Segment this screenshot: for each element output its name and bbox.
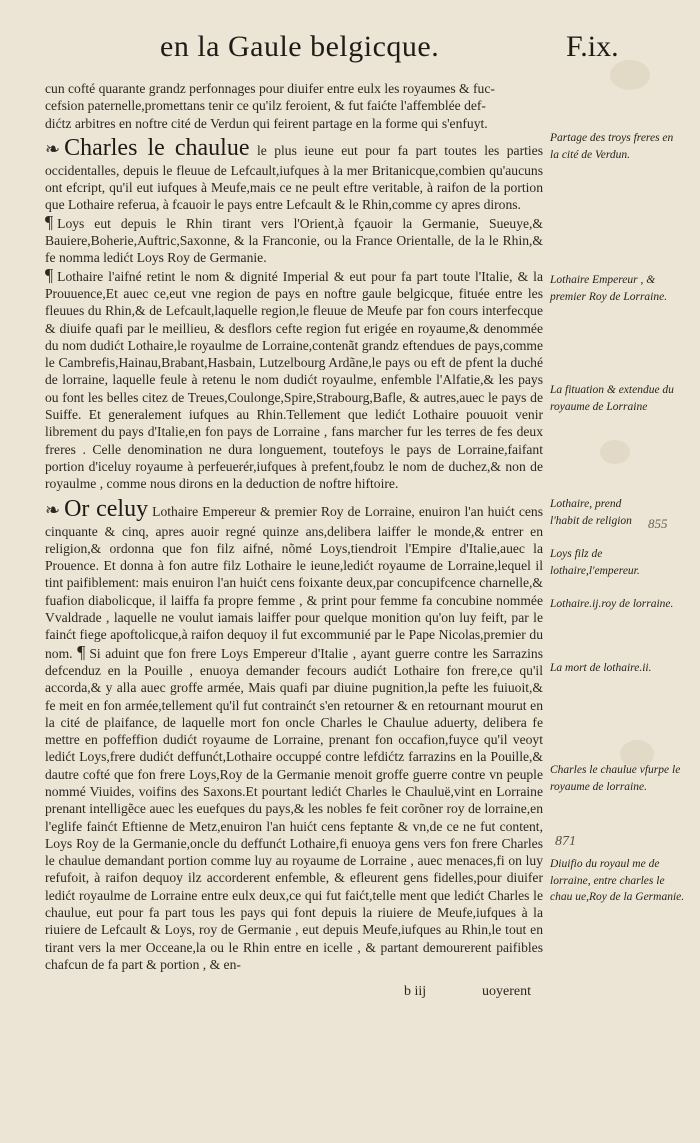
manuscript-note: 871 [555,834,576,849]
margin-note: La fituation & extendue du royaume de Lorraine [550,384,674,413]
margin-note: Charles le chaulue vfurpe le royaume de lorraine. [550,764,681,793]
stain [600,440,630,464]
lead-words: Charles le chaulue [64,134,250,161]
paragraph-text: le plus ieune eut pour fa part toutes les parties occidentalles, depuis le fleuue de Lefcault,iufques à la mer Britanicque,combien qu'aucuns ont efcript, qu'il eut iufques à Meufe,mais ce ne peult eftre veritable, à raifon de la portion que Lothaire referua, à fcauoir le pays entre Lefcault & le Rhin,comme cy apres dirons. [45,142,543,213]
text-line: cefsion paternelle,promettans tenir ce qu'ilz feroient, & fut faićte l'affemblée def- [45,98,486,114]
pilcrow-icon: ¶ [45,211,54,232]
margin-note: Partage des troys freres en la cité de Verdun. [550,132,674,161]
lead-words: Or celuy [64,495,149,522]
paragraph-lothaire [45,264,543,493]
margin-note: Lothaire Empereur , & premier Roy de Lorraine. [550,274,668,303]
margin-note: La mort de lothaire.ii. [550,662,652,674]
paragraph-text: Lothaire l'aifné retint le nom & dignité Imperial & eut pour fa part toute l'Italie, & la Prouuence,Et auec ce,eut vne region de pays en noftre gaule belgicque, fituée entre les fleuues du Rhin,& de Lefcault,laquelle region,le fleuue de Meufe par fon cours interfecque & diuife quafi par le meillieu, & desflors cefte region fut erigée en royaume,& denommée du nom dudićt Lothaire,le royaulme de Lorraine,contenãt grandz eftendues de pays,comme le Cambrefis,Hainau,Brabant,Hasbain, Lutzelbourg Ardãne,le pays ou eft de pfent la duché de lorraine, laquelle feule à retenu le nom dudićt royaulme, enfemble l'Alfatie,& les pays ou font les belles citez de Treues,Coulonge,Spire,Strabourg,Bafle, & autres,auec le pays de Suiffe. Et generalement iufques au Rhin.Tellement que ledićt Lothaire pouuoit venir librement du pays d'Italie,en fon pays de Lorraine , fans marcher fur les terres de fes deux freres . Celle denomination ne dura longuement, toutefoys le pays de Lorraine,faifant portion d'iceluy royaume à perfeuerér,iufques à prefent,foubz le nom de duchez,& non de royaulme , comme nous dirons en la deduction de noftre hiftoire. [45,268,543,492]
paragraph-loys [45,211,543,267]
margin-note: Loys filz de lothaire,l'empereur. [550,548,640,577]
text-line: cun cofté quarante grandz perfonnages pour diuifer entre eulx les royaumes & fuc- [45,81,495,96]
main-text-column [45,80,543,973]
signature-mark: b iij [404,984,427,999]
text-line: dićtz arbitres en noftre cité de Verdun qui feirent partage en la forme qui s'enfuyt. [45,115,488,131]
paragraph-charles [45,134,543,214]
paragraph-text: Si aduint que fon frere Loys Empereur d'Italie , ayant guerre contre les Sarrazins defcenduz en la Pouille , enuoya demander fecours audićt Lothaire fon frere,ce qu'il accorda,& y alla auec groffe armée, Mais quafi par diuine pugnition,la pefte les fuiuoit,& fe meit en fon armée,tellement qu'il fut contrainćt s'en retourner & en retournant mourut en la cité de plaifance, de laquelle mort fon oncle Charles le Chaulue aduerty, delibera fe mettre en poffeffion dudićt royaume de Lorraine, prenant fon occafion,fuyce qu'il veoyt ledićt Loys,frere dudićt deffunćt,Lothaire occuppé contre lefdićtz farrazins en la Pouille,& dautre cofté que fon frere Loys,Roy de la Germanie menoit groffe guerre contre vn peuple nommé Viuides, voifins des Saxons.Et pourtant ledićt Charles le Chauluë,vint en Lorraine prenant intelligẽce auec les euefques du pays,& les nobles fe feit corõner roy de lorraine,en l'eglife fainćt Eftienne de Metz,enuiron l'an huićt cens feptante & vn,de ce ne fut content, Loys Roy de la Germanie,oncle du deffunćt Lothaire,fi enuoya gens vers fon frere Charles le chaulue demandant portion comme luy au royaume de Lorraine , auec menaces,fi on luy refufoit, à raifon dequoy ilz accorderent enfemble, & efleurent gens fidelles,pour diuifer ledićt royaulme de Lorraine entre eulx deux,ce qui fut faićt,telle ment que ledićt Charles le chaulue, eut pour fa part tous les pays qui font depuis la riuiere de Meufe,iufques à la riuiere de Lefcault & Loys, roy de Germanie , eut depuis Meufe,iufques au Rhin,le tout en tirant vers la mer Occeane,la ou le Rhin entre en icelle , & partant demourerent paifibles chafcun de fa part & portion , & en- [45,645,543,972]
paragraph-text: Lothaire Empereur & premier Roy de Lorraine, enuiron l'an huićt cens cinquante & cinq, apres auoir regné quinze ans,delibera laiffer le monde,& entrer en religion,& ordonna que fon filz aifné, nõmé Loys,tiendroit l'Empire d'Italie,auec la Prouence. Et donna à fon autre filz Lothaire le ieune,ledićt royaume de Lorraine,lequel il tint paifiblement: mais enuiron l'an huićt cens foixante deux,par concupifcence charnelle,& fuafion diabolicque, il laiffa fa propre femme , & print pour femme fa concubine nommée Vvaldrade , laquelle ne voulut iamais laiffer pour quelque monition qu'on luy feift, par le fainćt fiege apoftolicque,à raifon dequoy il fut excommunié par le Pape Nicolas,premier du nom. [45,503,543,661]
pilcrow-icon: ¶ [77,641,86,662]
folio-number: F.ix. [566,30,619,63]
fleuron-ornament-icon: ❧ [45,138,61,159]
paragraph-text: Loys eut depuis le Rhin tirant vers l'Orient,à fçauoir la Germanie, Sueuye,& Bauiere,Boherie,Auftric,Saxonne, & la Franconie, ou la France Orientalle, de la le Rhin,& fe nomma ledićt Loys Roy de Germanie. [45,215,543,266]
margin-note: Diuifio du royaul me de lorraine, entre charles le chau ue,Roy de la Germanie. [550,858,685,903]
paragraph-orceluy [45,495,543,974]
catchword: uoyerent [482,984,531,999]
pilcrow-icon: ¶ [45,264,54,285]
fleuron-ornament-icon: ❧ [45,499,61,520]
margin-note: Lothaire, prend l'habit de religion [550,498,632,527]
margin-note: Lothaire.ij.roy de lorraine. [550,598,674,610]
manuscript-note: 855 [648,516,668,531]
running-title: en la Gaule belgicque. [160,30,440,63]
stain [610,60,650,90]
